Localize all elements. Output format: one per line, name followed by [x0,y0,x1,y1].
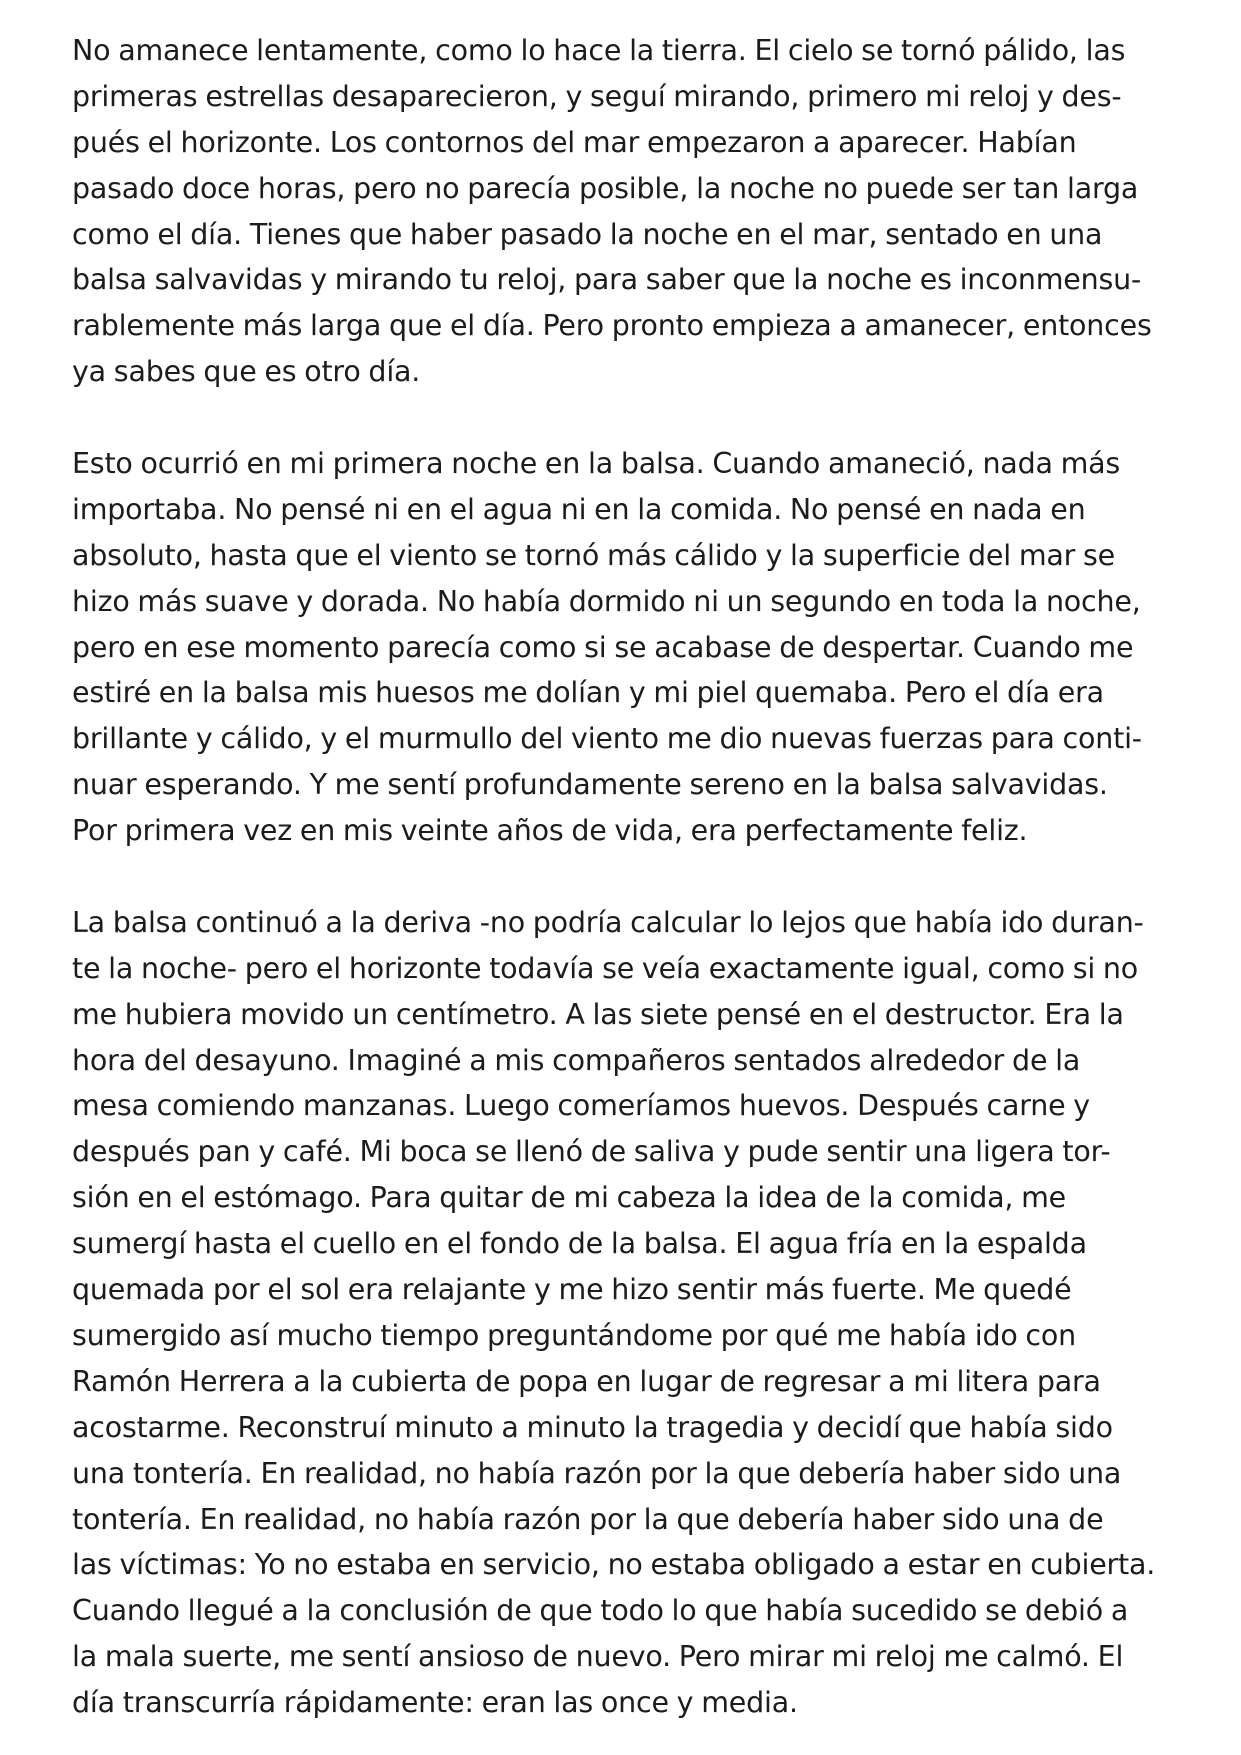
text-line: como el día. Tienes que haber pasado la noche en el mar, sentado en una [72,217,1103,251]
text-line: te la noche- pero el horizonte todavía se veía exactamente igual, como si no [72,951,1139,985]
text-line: Por primera vez en mis veinte años de vida, era perfectamente feliz. [72,814,1028,848]
paragraph-spacer [72,395,1182,441]
text-line: acostarme. Reconstruí minuto a minuto la tragedia y decidí que había sido [72,1410,1113,1444]
text-line: mesa comiendo manzanas. Luego comeríamos huevos. Después carne y [72,1089,1090,1123]
text-line: brillante y cálido, y el murmullo del viento me dio nuevas fuerzas para conti- [72,722,1142,756]
text-line: las víctimas: Yo no estaba en servicio, no estaba obligado a estar en cubierta. [72,1548,1156,1582]
text-line: sumergido así mucho tiempo preguntándome por qué me había ido con [72,1318,1077,1352]
text-line: pués el horizonte. Los contornos del mar empezaron a aparecer. Habían [72,125,1077,159]
text-line: ya sabes que es otro día. [72,355,421,389]
text-line: absoluto, hasta que el viento se tornó más cálido y la superficie del mar se [72,538,1116,572]
text-line: Esto ocurrió en mi primera noche en la balsa. Cuando amaneció, nada más [72,447,1121,481]
paragraph-1 [72,28,1182,395]
document-body [72,28,1182,1726]
text-line: Ramón Herrera a la cubierta de popa en lugar de regresar a mi litera para [72,1364,1101,1398]
text-line: primeras estrellas desaparecieron, y seguí mirando, primero mi reloj y des- [72,79,1122,113]
text-line: pero en ese momento parecía como si se acabase de despertar. Cuando me [72,630,1134,664]
text-line: La balsa continuó a la deriva -no podría calcular lo lejos que había ido duran- [72,905,1144,939]
text-line: me hubiera movido un centímetro. A las siete pensé en el destructor. Era la [72,997,1124,1031]
paragraph-spacer [72,854,1182,900]
text-line: después pan y café. Mi boca se llenó de saliva y pude sentir una ligera tor- [72,1135,1111,1169]
text-line: tontería. En realidad, no había razón por la que debería haber sido una de [72,1502,1104,1536]
text-line: sumergí hasta el cuello en el fondo de la balsa. El agua fría en la espalda [72,1227,1087,1261]
text-line: estiré en la balsa mis huesos me dolían y mi piel quemaba. Pero el día era [72,676,1104,710]
text-line: hora del desayuno. Imaginé a mis compañeros sentados alrededor de la [72,1043,1081,1077]
text-line: No amanece lentamente, como lo hace la tierra. El cielo se tornó pálido, las [72,34,1126,67]
text-line: una tontería. En realidad, no había razón por la que debería haber sido una [72,1456,1122,1490]
text-line: sión en el estómago. Para quitar de mi cabeza la idea de la comida, me [72,1181,1067,1215]
text-line: Cuando llegué a la conclusión de que todo lo que había sucedido se debió a [72,1594,1129,1628]
text-line: rablemente más larga que el día. Pero pronto empieza a amanecer, entonces [72,309,1152,343]
text-line: día transcurría rápidamente: eran las once y media. [72,1686,798,1720]
text-line: pasado doce horas, pero no parecía posible, la noche no puede ser tan larga [72,171,1139,205]
text-line: balsa salvavidas y mirando tu reloj, para saber que la noche es inconmensu- [72,263,1142,297]
text-line: importaba. No pensé ni en el agua ni en la comida. No pensé en nada en [72,492,1086,526]
text-line: nuar esperando. Y me sentí profundamente sereno en la balsa salvavidas. [72,768,1108,802]
paragraph-2 [72,441,1182,854]
text-line: la mala suerte, me sentí ansioso de nuevo. Pero mirar mi reloj me calmó. El [72,1640,1124,1674]
text-line: quemada por el sol era relajante y me hizo sentir más fuerte. Me quedé [72,1273,1072,1307]
paragraph-3 [72,900,1182,1726]
text-line: hizo más suave y dorada. No había dormido ni un segundo en toda la noche, [72,584,1141,618]
